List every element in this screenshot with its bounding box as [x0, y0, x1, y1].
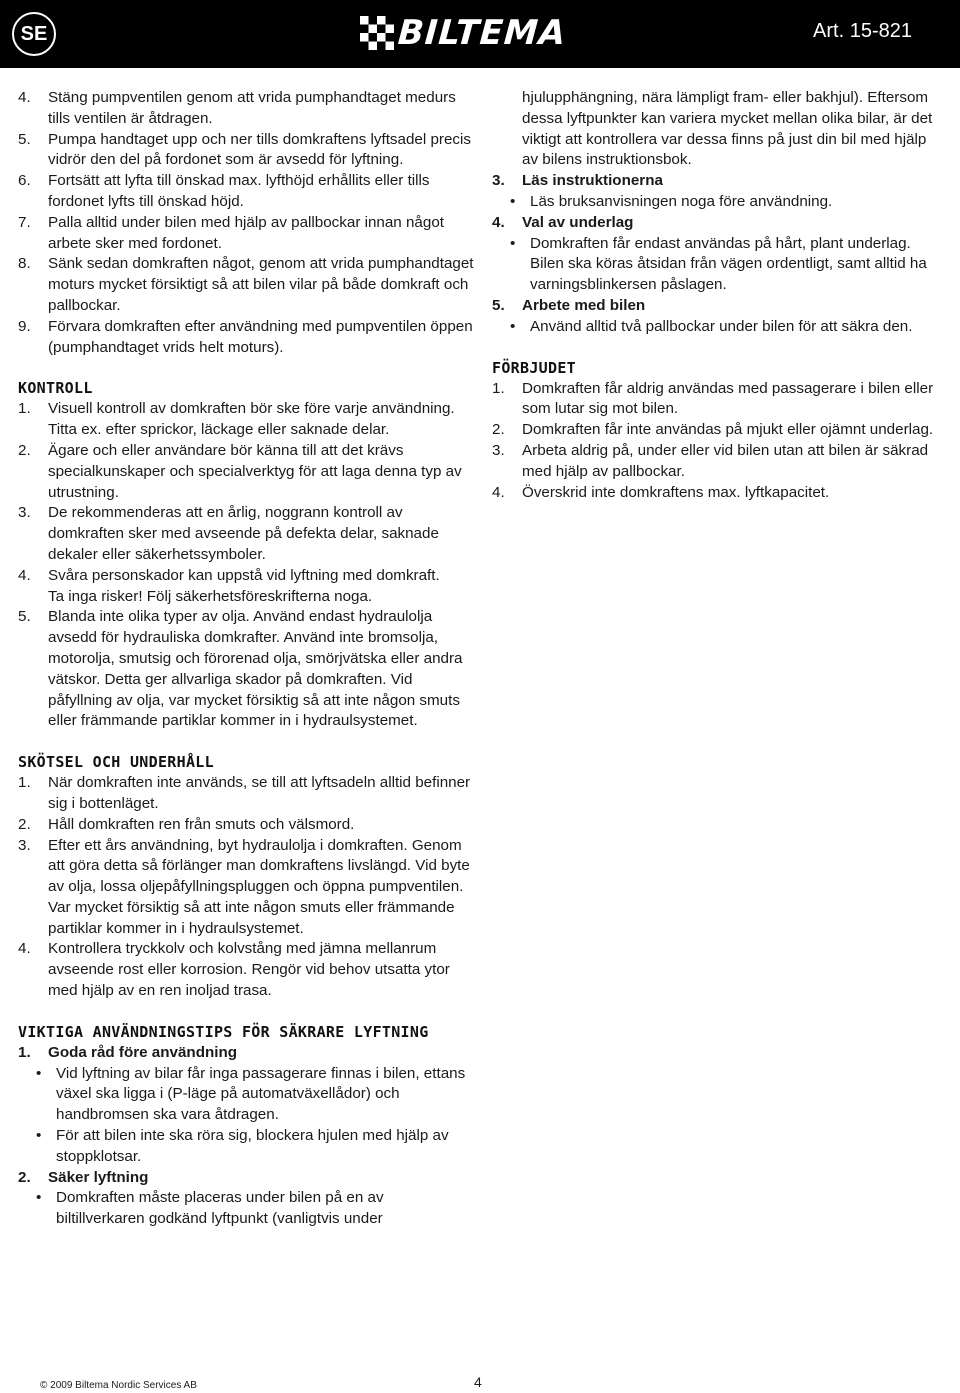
copyright-text: © 2009 Biltema Nordic Services AB	[40, 1380, 197, 1391]
tips-continued	[492, 88, 944, 338]
list-item: 6. Fortsätt att lyfta till önskad max. lyfthöjd erhållits eller tills fordonet lyfts till önskad höjd.	[18, 172, 430, 210]
bullet-item: • Domkraften får endast användas på hårt, plant underlag. Bilen ska köras åtsidan från vägen ordentligt, samt alltid ha varningsblinkersen påslagen.	[510, 234, 927, 294]
page-header	[0, 0, 960, 68]
brand-name: BILTEMA	[396, 13, 568, 53]
right-column	[492, 88, 944, 523]
list-item: 1. Visuell kontroll av domkraften bör ske före varje användning. Titta ex. efter sprickor, läckage eller saknade delar.	[18, 400, 455, 439]
list-item: 5. Blanda inte olika typer av olja. Använd endast hydraulolja avsedd för hydrauliska domkrafter. Använd inte bromsolja, motorolja, smutsig och förorenad olja, smörjvätska eller andra vätskor. Detta ger allvarliga skador på domkraften. Vid påfyllning av olja, var mycket försiktig så att inte någon smuts eller främmande partiklar kommer in i hydraulsystemet.	[18, 608, 463, 730]
list-item: 4. Överskrid inte domkraftens max. lyftkapacitet.	[492, 483, 830, 501]
list-item: 4. Svåra personskador kan uppstå vid lyftning med domkraft. Ta inga risker! Följ säkerhetsföreskrifterna noga.	[18, 566, 440, 605]
section-heading: SKÖTSEL OCH UNDERHÅLL	[18, 753, 214, 772]
continuation-text: hjulupphängning, nära lämpligt fram- eller bakhjul). Eftersom dessa lyftpunkter kan variera mycket mellan olika bilar, är det viktigt att kontrollera var dessa finns på just din bil med hjälp av bilens instruktionsbok.	[522, 89, 933, 169]
bullet-item: • Läs bruksanvisningen noga före användning.	[510, 192, 833, 210]
subsection-title: 1. Goda råd före användning	[18, 1043, 238, 1061]
list-item: 5. Pumpa handtaget upp och ner tills domkraftens lyftsadel precis vidrör den del på fordonet som är avsedd för lyftning.	[18, 130, 471, 169]
list-item: 4. Stäng pumpventilen genom att vrida pumphandtaget medurs tills ventilen är åtdragen.	[18, 89, 456, 127]
subsection-title: 2. Säker lyftning	[18, 1168, 149, 1186]
subsection-title: 5. Arbete med bilen	[492, 296, 646, 314]
list-item: 3. De rekommenderas att en årlig, noggrann kontroll av domkraften sker med avseende på defekta delar, saknade dekaler eller säkerhetssymboler.	[18, 504, 439, 563]
checkered-flag-icon	[360, 16, 394, 50]
tips-section	[18, 1022, 476, 1230]
forbjudet-section	[492, 358, 944, 504]
steps-continued	[18, 88, 476, 358]
language-badge: SE	[12, 12, 56, 56]
page-footer	[0, 1374, 960, 1393]
list-item: 1. Domkraften får aldrig användas med passagerare i bilen eller som lutar sig mot bilen.	[492, 379, 934, 418]
bullet-item: • Använd alltid två pallbockar under bilen för att säkra den.	[510, 317, 913, 335]
list-item: 1. När domkraften inte används, se till att lyftsadeln alltid befinner sig i bottenläget.	[18, 774, 471, 812]
section-heading: FÖRBJUDET	[492, 358, 576, 377]
bullet-item: • Vid lyftning av bilar får inga passagerare finnas i bilen, ettans växel ska ligga i (P-läge på automatväxellådor) och handbromsen ska vara åtdragen.	[36, 1064, 466, 1124]
list-item: 7. Palla alltid under bilen med hjälp av pallbockar innan något arbete sker med fordonet.	[18, 213, 444, 252]
bullet-item: • För att bilen inte ska röra sig, blockera hjulen med hjälp av stoppklotsar.	[36, 1127, 449, 1165]
list-item: 3. Efter ett års användning, byt hydraulolja i domkraften. Genom att göra detta så förlänger man domkraftens livslängd. Vid byte av olja, lossa oljepåfyllningspluggen och öppna pumpventilen. Var mycket försiktig så att inte någon smuts eller främmande partiklar kommer in i hydraulsystemet.	[18, 836, 470, 937]
skotsel-section	[18, 752, 476, 1002]
bullet-item: • Domkraften måste placeras under bilen på en av biltillverkaren godkänd lyftpunkt (vanligtvis under	[36, 1189, 384, 1228]
list-item: 2. Domkraften får inte användas på mjukt eller ojämnt underlag.	[492, 421, 934, 439]
list-item: 8. Sänk sedan domkraften något, genom att vrida pumphandtaget moturs mycket försiktigt så att bilen vilar på både domkraft och pallbockar.	[18, 255, 474, 314]
kontroll-section	[18, 378, 476, 732]
list-item: 2. Ägare och eller användare bör känna till att det krävs specialkunskaper och specialverktyg för att laga denna typ av utrustning.	[18, 441, 462, 501]
section-heading: KONTROLL	[18, 379, 93, 398]
subsection-title: 3. Läs instruktionerna	[492, 172, 663, 190]
list-item: 2. Håll domkraften ren från smuts och välsmord.	[18, 815, 355, 833]
left-column	[18, 88, 476, 1250]
list-item: 4. Kontrollera tryckkolv och kolvstång med jämna mellanrum avseende rost eller korrosion. Rengör vid behov utsatta ytor med hjälp av en ren inoljad trasa.	[18, 940, 450, 1000]
article-number: Art. 15-821	[813, 20, 912, 42]
brand-logo	[360, 13, 568, 53]
section-heading: VIKTIGA ANVÄNDNINGSTIPS FÖR SÄKRARE LYFTNING	[18, 1022, 429, 1041]
list-item: 9. Förvara domkraften efter användning med pumpventilen öppen (pumphandtaget vrids helt moturs).	[18, 317, 473, 356]
subsection-title: 4. Val av underlag	[492, 213, 634, 231]
list-item: 3. Arbeta aldrig på, under eller vid bilen utan att bilen är säkrad med hjälp av pallbockar.	[492, 441, 929, 480]
page-number: 4	[474, 1374, 482, 1390]
